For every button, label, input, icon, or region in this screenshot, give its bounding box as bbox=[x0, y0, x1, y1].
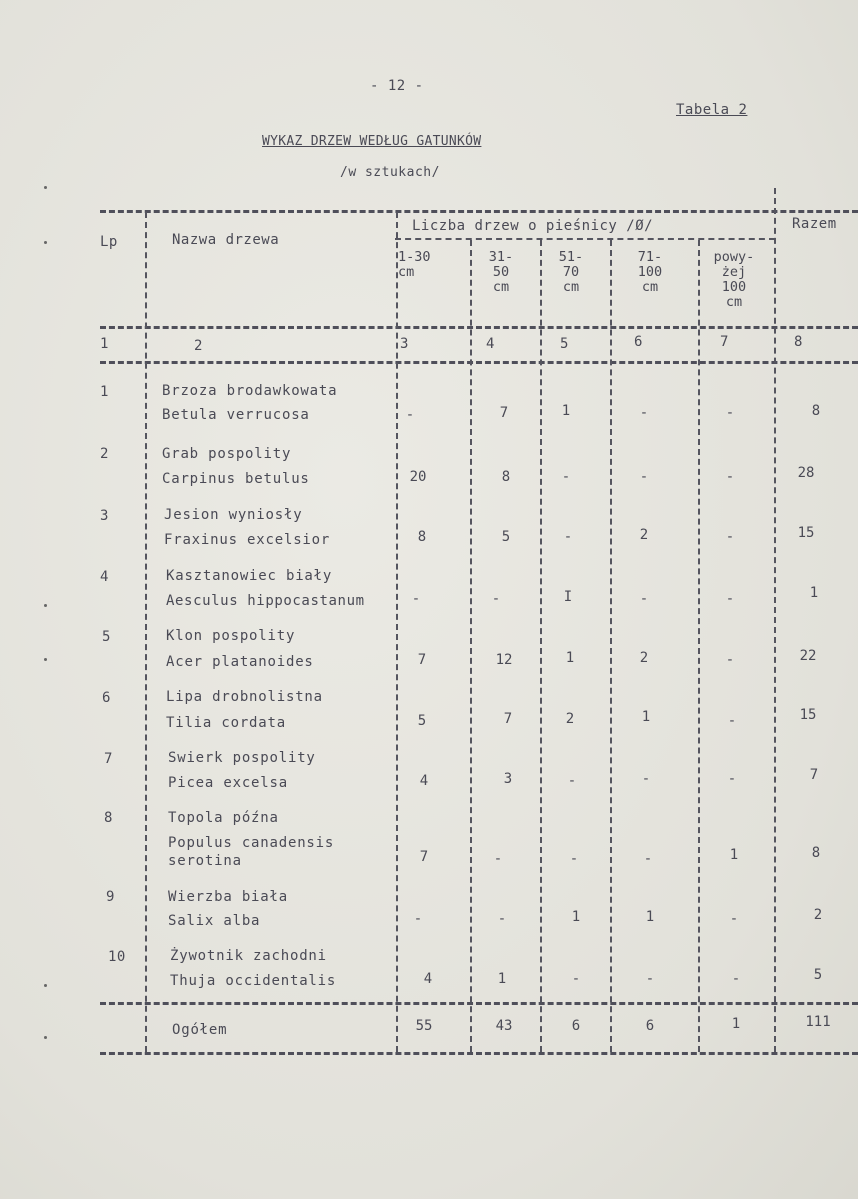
row-name-pl: Kasztanowiec biały bbox=[166, 568, 333, 584]
row-name-pl: Brzoza brodawkowata bbox=[162, 383, 338, 399]
row-total: 8 bbox=[811, 403, 821, 419]
row-value: 1 bbox=[729, 847, 739, 863]
row-name-lat-cont: serotina bbox=[168, 853, 242, 869]
row-value: - bbox=[645, 971, 655, 987]
row-value: - bbox=[639, 591, 649, 607]
row-value: 7 bbox=[499, 405, 509, 421]
header-range-3: 51- 70 cm bbox=[558, 249, 584, 295]
row-total: 15 bbox=[797, 525, 815, 541]
row-value: - bbox=[725, 469, 735, 485]
row-total: 28 bbox=[797, 465, 815, 481]
row-value: 1 bbox=[497, 971, 507, 987]
column-divider bbox=[610, 240, 612, 1052]
row-value: 7 bbox=[503, 711, 513, 727]
header-group: Liczba drzew o pieśnicy /Ø/ bbox=[412, 218, 654, 234]
row-value: - bbox=[569, 851, 579, 867]
row-value: - bbox=[413, 911, 423, 927]
column-number-rule bbox=[100, 361, 858, 364]
row-total: 2 bbox=[813, 907, 823, 923]
margin-speck bbox=[44, 186, 47, 189]
row-lp: 7 bbox=[104, 751, 113, 767]
total-value: 1 bbox=[731, 1016, 741, 1032]
row-value: - bbox=[725, 591, 735, 607]
row-name-lat: Populus canadensis bbox=[168, 835, 335, 851]
row-value: 5 bbox=[501, 529, 511, 545]
row-value: - bbox=[727, 771, 737, 787]
row-value: 20 bbox=[409, 469, 427, 485]
row-total: 22 bbox=[799, 648, 817, 664]
margin-speck bbox=[44, 241, 47, 244]
total-label: Ogółem bbox=[172, 1022, 228, 1038]
row-value: 7 bbox=[419, 849, 429, 865]
margin-speck bbox=[44, 658, 47, 661]
row-name-pl: Żywotnik zachodni bbox=[170, 948, 327, 964]
total-bottom-rule bbox=[100, 1052, 858, 1055]
row-value: - bbox=[405, 407, 415, 423]
column-divider bbox=[145, 212, 147, 1052]
document-subtitle: /w sztukach/ bbox=[340, 165, 440, 180]
row-name-lat: Betula verrucosa bbox=[162, 407, 310, 423]
page-number: - 12 - bbox=[370, 78, 424, 94]
row-value: 1 bbox=[565, 650, 575, 666]
row-value: 3 bbox=[503, 771, 513, 787]
margin-speck bbox=[44, 984, 47, 987]
row-value: 2 bbox=[565, 711, 575, 727]
column-number: 7 bbox=[720, 334, 729, 350]
row-value: - bbox=[563, 529, 573, 545]
header-range-2: 31- 50 cm bbox=[488, 249, 514, 295]
row-value: 8 bbox=[501, 469, 511, 485]
row-total: 8 bbox=[811, 845, 821, 861]
column-number: 3 bbox=[400, 336, 409, 352]
row-value: - bbox=[491, 591, 501, 607]
column-number: 5 bbox=[560, 336, 569, 352]
column-number: 6 bbox=[634, 334, 643, 350]
row-lp: 3 bbox=[100, 508, 109, 524]
row-lp: 8 bbox=[104, 810, 113, 826]
column-divider bbox=[698, 240, 700, 1052]
table-label: Tabela 2 bbox=[676, 102, 748, 118]
column-divider bbox=[774, 188, 776, 1052]
row-value: - bbox=[561, 469, 571, 485]
row-value: 7 bbox=[417, 652, 427, 668]
row-value: - bbox=[725, 652, 735, 668]
row-name-lat: Carpinus betulus bbox=[162, 471, 310, 487]
column-divider bbox=[540, 240, 542, 1052]
column-number: 2 bbox=[194, 338, 203, 354]
column-number: 8 bbox=[794, 334, 803, 350]
row-name-pl: Jesion wyniosły bbox=[164, 507, 303, 523]
row-lp: 9 bbox=[106, 889, 115, 905]
row-lp: 1 bbox=[100, 384, 109, 400]
row-name-lat: Acer platanoides bbox=[166, 654, 314, 670]
row-value: 12 bbox=[495, 652, 513, 668]
row-value: - bbox=[639, 405, 649, 421]
row-total: 7 bbox=[809, 767, 819, 783]
row-total: 15 bbox=[799, 707, 817, 723]
row-value: - bbox=[729, 911, 739, 927]
row-name-lat: Thuja occidentalis bbox=[170, 973, 337, 989]
column-number: 1 bbox=[100, 336, 109, 352]
total-value: 43 bbox=[495, 1018, 513, 1034]
row-value: 8 bbox=[417, 529, 427, 545]
header-range-5: powy- żej 100 cm bbox=[713, 249, 755, 310]
margin-speck bbox=[44, 604, 47, 607]
row-value: - bbox=[411, 591, 421, 607]
row-value: 1 bbox=[571, 909, 581, 925]
row-value: 1 bbox=[561, 403, 571, 419]
row-value: - bbox=[643, 851, 653, 867]
row-name-lat: Fraxinus excelsior bbox=[164, 532, 331, 548]
total-value: 111 bbox=[805, 1014, 831, 1030]
row-value: - bbox=[493, 851, 503, 867]
total-value: 6 bbox=[571, 1018, 581, 1034]
header-range-1: 1-30 cm bbox=[398, 249, 431, 280]
row-lp: 4 bbox=[100, 569, 109, 585]
row-lp: 2 bbox=[100, 446, 109, 462]
row-lp: 5 bbox=[102, 629, 111, 645]
row-total: 1 bbox=[809, 585, 819, 601]
column-divider bbox=[470, 240, 472, 1052]
header-name: Nazwa drzewa bbox=[172, 232, 280, 248]
group-header-rule bbox=[395, 238, 775, 240]
row-value: - bbox=[641, 771, 651, 787]
header-bottom-rule bbox=[100, 326, 858, 329]
row-name-pl: Wierzba biała bbox=[168, 889, 288, 905]
row-value: 2 bbox=[639, 527, 649, 543]
row-value: - bbox=[497, 911, 507, 927]
row-value: 4 bbox=[423, 971, 433, 987]
row-name-pl: Grab pospolity bbox=[162, 446, 292, 462]
row-value: 5 bbox=[417, 713, 427, 729]
row-name-lat: Tilia cordata bbox=[166, 715, 286, 731]
total-top-rule bbox=[100, 1002, 858, 1005]
row-name-lat: Salix alba bbox=[168, 913, 261, 929]
row-value: - bbox=[727, 713, 737, 729]
row-name-pl: Topola późna bbox=[168, 810, 279, 826]
row-value: 2 bbox=[639, 650, 649, 666]
document-title: WYKAZ DRZEW WEDŁUG GATUNKÓW bbox=[262, 134, 482, 149]
row-value: 1 bbox=[645, 909, 655, 925]
row-value: - bbox=[567, 773, 577, 789]
total-value: 55 bbox=[415, 1018, 433, 1034]
row-name-lat: Aesculus hippocastanum bbox=[166, 593, 365, 609]
header-total: Razem bbox=[792, 216, 837, 232]
row-name-pl: Swierk pospolity bbox=[168, 750, 316, 766]
header-lp: Lp bbox=[100, 234, 118, 250]
row-value: - bbox=[731, 971, 741, 987]
row-value: 4 bbox=[419, 773, 429, 789]
row-value: - bbox=[725, 405, 735, 421]
row-name-lat: Picea excelsa bbox=[168, 775, 288, 791]
row-total: 5 bbox=[813, 967, 823, 983]
row-lp: 6 bbox=[102, 690, 111, 706]
margin-speck bbox=[44, 1036, 47, 1039]
column-number: 4 bbox=[486, 336, 495, 352]
row-name-pl: Lipa drobnolistna bbox=[166, 689, 323, 705]
row-value: - bbox=[639, 469, 649, 485]
row-lp: 10 bbox=[108, 949, 126, 965]
row-value: I bbox=[563, 589, 573, 605]
row-value: 1 bbox=[641, 709, 651, 725]
table-top-rule bbox=[100, 210, 858, 213]
total-value: 6 bbox=[645, 1018, 655, 1034]
row-name-pl: Klon pospolity bbox=[166, 628, 296, 644]
row-value: - bbox=[571, 971, 581, 987]
header-range-4: 71- 100 cm bbox=[637, 249, 663, 295]
row-value: - bbox=[725, 529, 735, 545]
